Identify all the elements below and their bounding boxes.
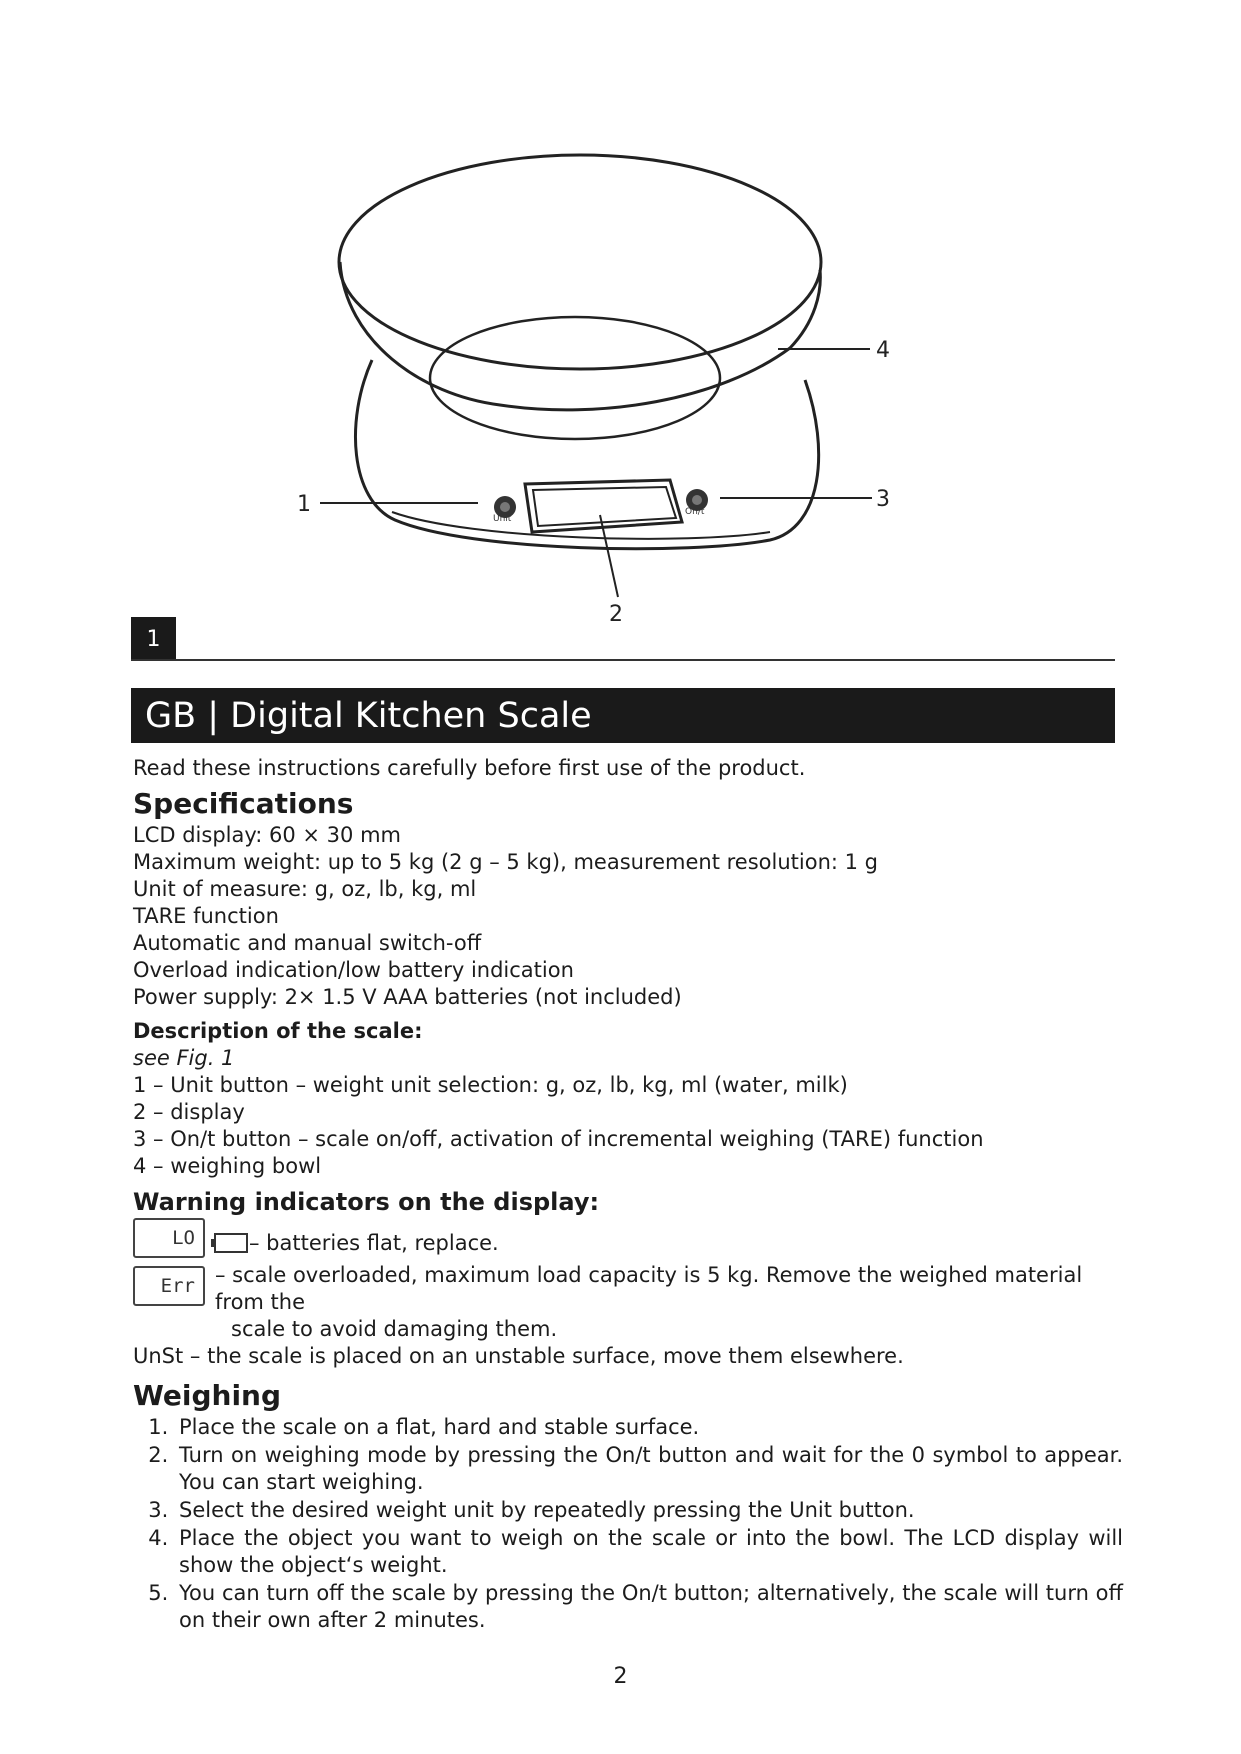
unit-button-label: Unit (493, 514, 512, 524)
weighing-step: 1. Place the scale on a flat, hard and stable surface. (175, 1414, 1123, 1441)
weighing-step: 3. Select the desired weight unit by repeatedly pressing the Unit button. (175, 1497, 1123, 1524)
description-item: 1 – Unit button – weight unit selection: g, oz, lb, kg, ml (water, milk) (133, 1073, 848, 1097)
document-body (133, 755, 1123, 1635)
specifications-heading: Specifications (133, 787, 354, 820)
warnings-heading: Warning indicators on the display: (133, 1188, 600, 1216)
description-item: 3 – On/t button – scale on/off, activation of incremental weighing (TARE) function (133, 1127, 984, 1151)
bowl-rim (339, 155, 821, 369)
spec-item: LCD display: 60 × 30 mm (133, 823, 401, 847)
callout-3: 3 (876, 487, 890, 512)
spec-item: Power supply: 2× 1.5 V AAA batteries (not included) (133, 985, 682, 1009)
callout-2: 2 (609, 602, 623, 627)
spec-item: TARE function (133, 904, 279, 928)
description-item: 2 – display (133, 1100, 245, 1124)
scale-illustration (0, 0, 1241, 640)
warning-unst-text: UnSt – the scale is placed on an unstable surface, move them elsewhere. (133, 1344, 904, 1368)
description-fig-ref: see Fig. 1 (133, 1046, 235, 1070)
intro-text: Read these instructions carefully before first use of the product. (133, 756, 806, 780)
description-item: 4 – weighing bowl (133, 1154, 322, 1178)
callout-4: 4 (876, 338, 890, 363)
page-title: GB | Digital Kitchen Scale (131, 688, 1115, 743)
lcd-lo-display: LO (133, 1218, 205, 1258)
weighing-step: 2. Turn on weighing mode by pressing the On/t button and wait for the 0 symbol to appear. You can start weighing. (175, 1442, 1123, 1496)
warning-lo-row (133, 1218, 1123, 1258)
warning-err-text-cont: scale to avoid damaging them. (231, 1317, 558, 1341)
scale-figure (0, 0, 1241, 640)
spec-item: Unit of measure: g, oz, lb, kg, ml (133, 877, 477, 901)
description-heading: Description of the scale: (133, 1019, 423, 1043)
callout-1: 1 (297, 492, 311, 517)
weighing-step: 5. You can turn off the scale by pressing the On/t button; alternatively, the scale will turn off on their own after 2 minutes. (175, 1580, 1123, 1634)
page-number: 2 (613, 1664, 628, 1689)
bowl-inner-bottom (430, 317, 720, 439)
bowl-side-outline (340, 262, 820, 410)
battery-icon (211, 1232, 249, 1254)
warning-lo-text: – batteries flat, replace. (249, 1231, 499, 1255)
figure-divider (131, 659, 1115, 661)
spec-item: Maximum weight: up to 5 kg (2 g – 5 kg), measurement resolution: 1 g (133, 850, 879, 874)
figure-number-badge: 1 (131, 617, 176, 661)
weighing-steps (133, 1414, 1123, 1634)
spec-item: Overload indication/low battery indication (133, 958, 574, 982)
warning-err-text: – scale overloaded, maximum load capacity is 5 kg. Remove the weighed material from the (215, 1263, 1083, 1314)
warning-err-row (133, 1262, 1123, 1343)
lcd-err-display: Err (133, 1266, 205, 1306)
weighing-heading: Weighing (133, 1379, 282, 1412)
weighing-step: 4. Place the object you want to weigh on the scale or into the bowl. The LCD display will show the object‘s weight. (175, 1525, 1123, 1579)
spec-item: Automatic and manual switch-off (133, 931, 482, 955)
ont-button-label: On/t (685, 507, 705, 517)
display-inner (533, 487, 676, 526)
